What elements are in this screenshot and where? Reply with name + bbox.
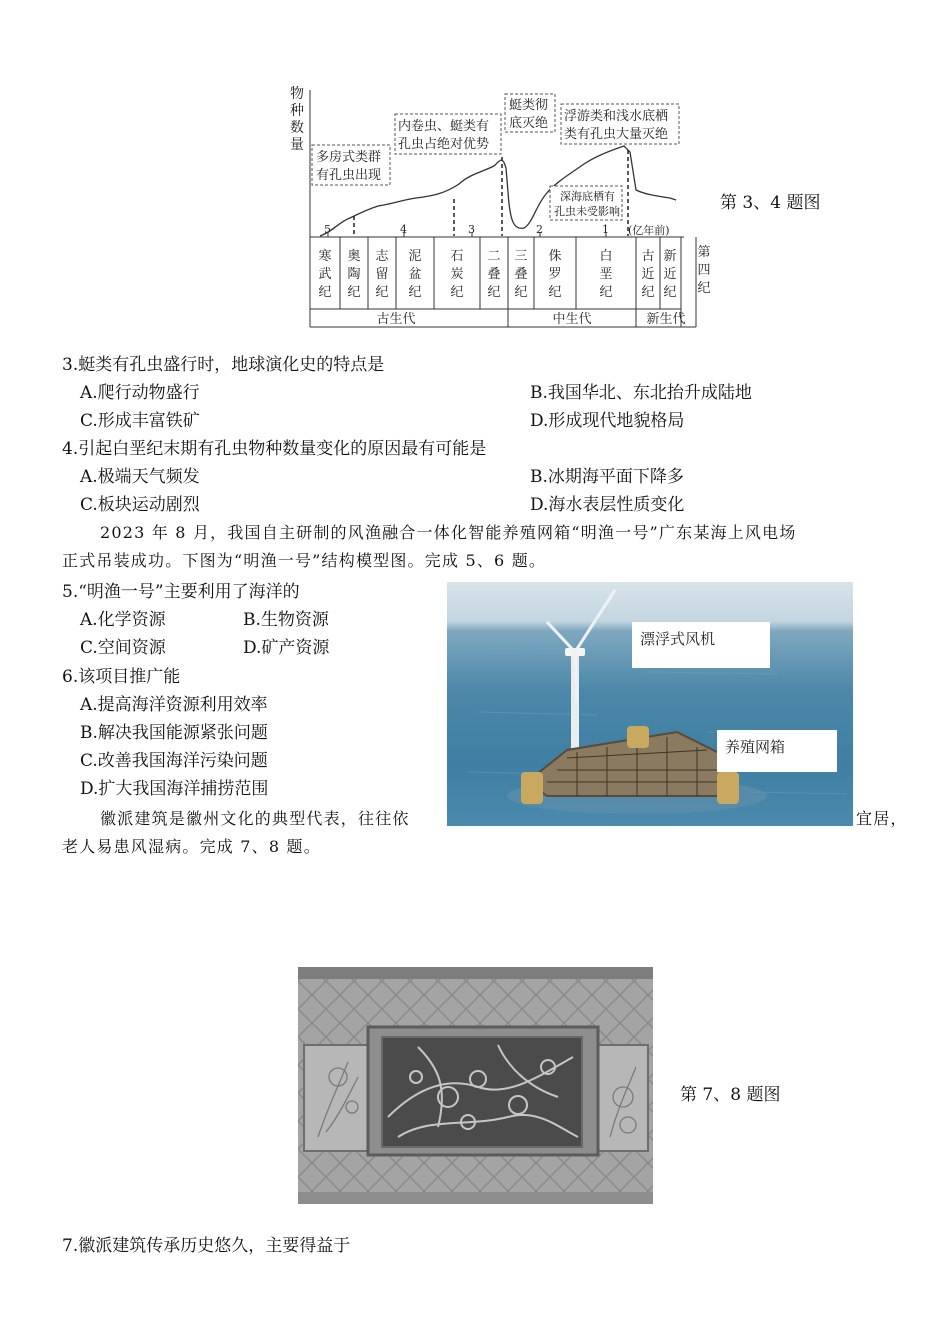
y-label-char: 数 <box>290 120 304 136</box>
era-mesozoic: 中生代 <box>552 312 592 327</box>
period-neogene <box>663 249 676 300</box>
annotation-text: 底灭绝 <box>509 116 549 131</box>
svg-text:纪: 纪 <box>514 285 528 300</box>
period-silurian <box>375 248 389 300</box>
tick-label: 1 <box>602 223 609 236</box>
figure-caption-7-8: 第 7、8 题图 <box>680 1085 781 1105</box>
svg-text:新: 新 <box>663 249 677 264</box>
passage-7-8-line1-left: 徽派建筑是徽州文化的典型代表，往往依 <box>100 809 410 828</box>
annotation-text: 孔虫占绝对优势 <box>398 137 490 152</box>
label-aquaculture-cage: 养殖网箱 <box>717 730 837 772</box>
svg-text:古: 古 <box>641 249 655 264</box>
turbine-and-cage-illustration <box>447 582 853 826</box>
svg-text:纪: 纪 <box>408 285 422 300</box>
svg-text:纪: 纪 <box>375 285 389 300</box>
svg-text:罗: 罗 <box>548 267 562 282</box>
svg-text:侏: 侏 <box>548 249 562 264</box>
label-floating-turbine: 漂浮式风机 <box>632 622 770 668</box>
svg-text:纪: 纪 <box>599 285 613 300</box>
period-cambrian <box>318 248 331 300</box>
svg-text:纪: 纪 <box>641 285 655 300</box>
mingyu-structure-photo <box>447 582 853 826</box>
svg-text:纪: 纪 <box>548 285 562 300</box>
period-devonian <box>408 249 421 300</box>
annotation-text: 孔虫未受影响 <box>554 205 620 218</box>
svg-text:泥: 泥 <box>408 249 422 264</box>
tick-label: 4 <box>400 223 407 236</box>
svg-text:纪: 纪 <box>697 281 711 296</box>
svg-text:留: 留 <box>375 267 389 282</box>
q6-option-c[interactable]: C.改善我国海洋污染问题 <box>80 751 268 771</box>
svg-text:纪: 纪 <box>487 285 501 300</box>
q4-option-d[interactable]: D.海水表层性质变化 <box>530 495 685 515</box>
svg-text:盆: 盆 <box>408 267 422 282</box>
svg-text:奥: 奥 <box>347 249 361 264</box>
svg-text:第: 第 <box>697 245 711 260</box>
passage-7-8-line2: 老人易患风湿病。完成 7、8 题。 <box>62 837 321 856</box>
annotation-text: 多房式类群 <box>316 150 382 165</box>
svg-text:纪: 纪 <box>318 285 332 300</box>
tick-label: 3 <box>468 223 475 236</box>
question-6-stem: 6.该项目推广能 <box>62 667 181 687</box>
svg-text:垩: 垩 <box>599 267 613 282</box>
svg-text:陶: 陶 <box>347 267 361 282</box>
annotation-text: 深海底栖有 <box>560 190 615 203</box>
period-triassic <box>514 249 527 300</box>
svg-text:武: 武 <box>318 267 332 282</box>
svg-text:近: 近 <box>663 267 677 282</box>
q6-option-a[interactable]: A.提高海洋资源利用效率 <box>80 695 268 715</box>
y-label-char: 物 <box>290 86 304 102</box>
carved-brick-window-illustration <box>298 967 653 1204</box>
svg-text:石: 石 <box>450 249 464 264</box>
period-quaternary <box>697 245 710 296</box>
geologic-time-chart <box>284 82 714 332</box>
question-3-stem: 3.蜓类有孔虫盛行时，地球演化史的特点是 <box>62 355 385 375</box>
question-4-stem: 4.引起白垩纪末期有孔虫物种数量变化的原因最有可能是 <box>62 439 487 459</box>
svg-text:二: 二 <box>487 249 501 264</box>
q5-option-d[interactable]: D.矿产资源 <box>243 638 330 658</box>
svg-text:寒: 寒 <box>318 249 332 264</box>
q3-option-d[interactable]: D.形成现代地貌格局 <box>530 411 685 431</box>
q5-option-c[interactable]: C.空间资源 <box>80 638 166 658</box>
y-label-char: 量 <box>290 137 304 153</box>
svg-text:三: 三 <box>514 249 528 264</box>
question-5-stem: 5.“明渔一号”主要利用了海洋的 <box>62 582 300 602</box>
svg-text:炭: 炭 <box>450 267 464 282</box>
era-paleozoic: 古生代 <box>376 312 416 327</box>
annotation-text: 浮游类和浅水底栖 <box>564 109 669 124</box>
passage-5-6-line1: 2023 年 8 月，我国自主研制的风渔融合一体化智能养殖网箱“明渔一号”广东某海上风电场 <box>100 523 797 542</box>
svg-text:纪: 纪 <box>450 285 464 300</box>
q6-option-d[interactable]: D.扩大我国海洋捕捞范围 <box>80 779 269 799</box>
svg-text:近: 近 <box>641 267 655 282</box>
annotation-text: 类有孔虫大量灭绝 <box>564 127 669 142</box>
period-carboniferous <box>450 249 463 300</box>
era-cenozoic: 新生代 <box>646 312 686 327</box>
figure-caption-3-4: 第 3、4 题图 <box>720 193 821 213</box>
svg-text:四: 四 <box>697 263 711 278</box>
annotation-text: 有孔虫出现 <box>316 168 382 183</box>
period-cretaceous <box>599 249 612 300</box>
svg-text:白: 白 <box>599 249 613 264</box>
passage-5-6-line2: 正式吊装成功。下图为“明渔一号”结构模型图。完成 5、6 题。 <box>62 551 547 570</box>
svg-text:纪: 纪 <box>663 285 677 300</box>
q3-option-c[interactable]: C.形成丰富铁矿 <box>80 411 200 431</box>
period-paleogene <box>641 248 654 300</box>
axis-unit: (亿年前) <box>628 224 670 237</box>
q4-option-b[interactable]: B.冰期海平面下降多 <box>530 467 684 487</box>
question-7-stem: 7.徽派建筑传承历史悠久，主要得益于 <box>62 1236 351 1256</box>
svg-text:叠: 叠 <box>514 267 528 282</box>
annotation-text: 蜓类彻 <box>509 98 549 113</box>
tick-label: 2 <box>536 223 543 236</box>
svg-text:纪: 纪 <box>347 285 361 300</box>
y-axis-label <box>290 85 304 153</box>
q4-option-a[interactable]: A.极端天气频发 <box>80 467 200 487</box>
svg-text:志: 志 <box>375 249 389 264</box>
hui-style-carved-wall-photo <box>298 967 653 1204</box>
period-ordovician <box>347 248 360 300</box>
q3-option-b[interactable]: B.我国华北、东北抬升成陆地 <box>530 383 752 403</box>
q5-option-a[interactable]: A.化学资源 <box>80 610 166 630</box>
q4-option-c[interactable]: C.板块运动剧烈 <box>80 495 200 515</box>
svg-text:叠: 叠 <box>487 267 501 282</box>
q3-option-a[interactable]: A.爬行动物盛行 <box>80 383 200 403</box>
q5-option-b[interactable]: B.生物资源 <box>243 610 329 630</box>
passage-7-8-line1-right: 宜居， <box>856 809 908 828</box>
period-jurassic <box>548 248 561 300</box>
annotation-text: 内卷虫、蜓类有 <box>398 119 490 134</box>
tick-label: 5 <box>324 223 331 236</box>
q6-option-b[interactable]: B.解决我国能源紧张问题 <box>80 723 268 743</box>
period-permian <box>487 249 500 300</box>
y-label-char: 种 <box>290 103 304 119</box>
